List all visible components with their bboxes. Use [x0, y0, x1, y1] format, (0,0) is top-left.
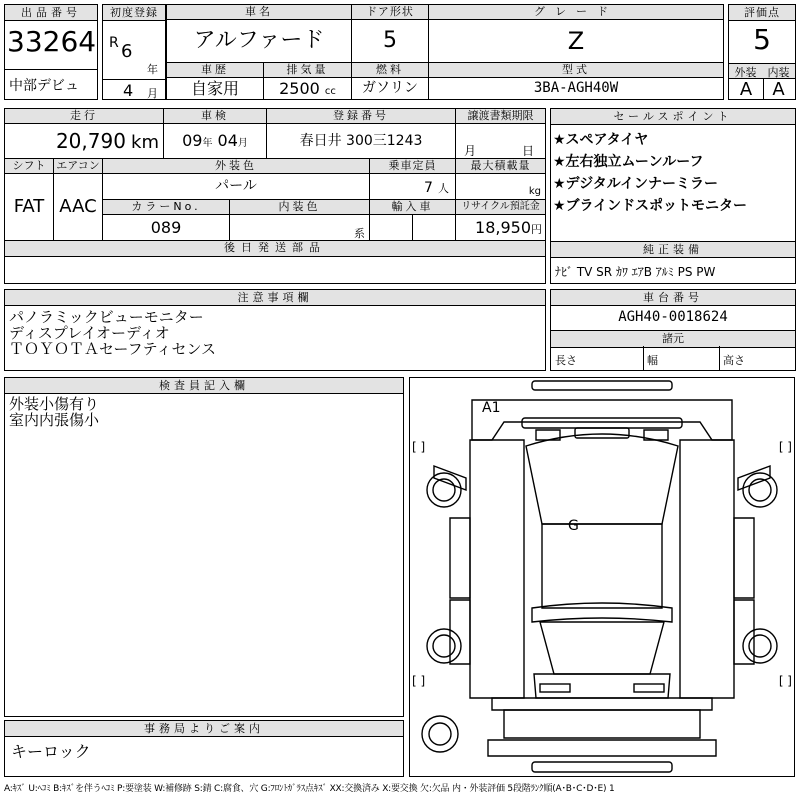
- spec-length: 長さ: [555, 354, 577, 367]
- recycle-cell: [455, 214, 546, 241]
- mark-g: G: [568, 518, 579, 534]
- chassis-label: 車台番号: [551, 290, 795, 306]
- int-color-cell: [229, 214, 370, 241]
- inspector-line: 外装小傷有り: [9, 395, 100, 413]
- model: 3BA-AGH40W: [428, 77, 724, 100]
- load-unit: kg: [528, 186, 541, 197]
- inspector-lines: [9, 396, 99, 428]
- notes-label: 注意事項欄: [5, 290, 545, 306]
- shift: FAT: [4, 173, 54, 241]
- mark-a1: A1: [482, 400, 501, 416]
- bracket-rl: [ ]: [412, 674, 426, 688]
- equipment-value: ﾅﾋﾞ TV SR ｶﾜ ｴｱB ｱﾙﾐ PS PW: [555, 265, 716, 279]
- import-cell: [369, 214, 456, 241]
- displacement-unit: cc: [324, 86, 336, 97]
- inspect-year: 09: [182, 131, 203, 150]
- load-cell: [455, 173, 546, 200]
- notes-lines: [9, 309, 216, 357]
- fuel-label: 燃料: [351, 62, 429, 78]
- office-label: 事務局よりご案内: [5, 721, 403, 737]
- ext-label: 外装: [729, 63, 763, 79]
- lot-number: 33264: [7, 25, 97, 58]
- plate-label: 登録番号: [266, 108, 456, 124]
- color-no-label: カラーNo.: [102, 199, 230, 215]
- model-label: 型式: [428, 62, 724, 78]
- notes-box: [4, 289, 546, 371]
- car-name: アルファード: [166, 19, 352, 63]
- inspect-cell: [163, 123, 267, 159]
- mileage-unit: km: [131, 132, 159, 153]
- equipment-box: [550, 241, 796, 284]
- inspector-line: 室内内張傷小: [9, 411, 100, 429]
- recycle: 18,950: [475, 218, 531, 237]
- capacity-label: 乗車定員: [369, 158, 456, 174]
- int-label: 内装: [762, 63, 795, 79]
- car-diagram-svg: [410, 378, 794, 776]
- year-num: 6: [121, 41, 133, 62]
- mileage-cell: [4, 123, 164, 159]
- rear-parts-value: [4, 256, 546, 284]
- sales-point: ★ブラインドスポットモニター: [553, 198, 747, 214]
- color-label: 外装色: [102, 158, 370, 174]
- spec-height: 高さ: [723, 354, 745, 367]
- import-label: 輸入車: [369, 199, 456, 215]
- int-color-label: 内装色: [229, 199, 370, 215]
- displacement-label: 排気量: [263, 62, 352, 78]
- door: 5: [351, 19, 429, 63]
- rear-parts-label: 後日発送部品: [4, 240, 546, 257]
- chassis-box: [550, 289, 796, 371]
- ext: A: [729, 79, 764, 99]
- sales-point: ★デジタルインナーミラー: [553, 176, 719, 192]
- inspect-year-unit: 年: [202, 138, 213, 149]
- sales-box: [550, 108, 796, 242]
- inspector-box: [4, 377, 404, 717]
- transfer-label: 譲渡書類期限: [455, 108, 546, 124]
- plate: 春日井 300三1243: [266, 123, 456, 159]
- color: パール: [102, 173, 370, 200]
- grade-label: グレード: [428, 4, 724, 20]
- sales-point: ★スペアタイヤ: [553, 132, 649, 148]
- first-reg-box: [102, 4, 166, 100]
- shift-label: シフト: [4, 158, 54, 174]
- mileage-label: 走行: [4, 108, 164, 124]
- recycle-label: リサイクル預託金: [455, 199, 546, 215]
- inspect-month-unit: 月: [237, 138, 248, 149]
- recycle-unit: 円: [531, 223, 542, 236]
- capacity-cell: [369, 173, 456, 200]
- chassis-value: AGH40-0018624: [618, 309, 728, 325]
- bracket-fl: [ ]: [412, 440, 426, 454]
- sales-label: セールスポイント: [551, 109, 795, 125]
- lot-box: [4, 4, 98, 100]
- legend: A:ｷｽﾞ U:ﾍｺﾐ B:ｷｽﾞを伴うﾍｺﾐ P:要塗装 W:補修跡 S:錆 C:腐食、穴 G:ﾌﾛﾝﾄｶﾞﾗｽ点ｷｽﾞ XX:交換済み X:要交換 欠:欠品 内・外装評価 5段階ﾗﾝｸ順(A･B･C･D･E) 1: [4, 784, 615, 794]
- note-line: パノラミックビューモニター: [9, 308, 204, 326]
- note-line: ディスプレイオーディオ: [9, 324, 170, 342]
- note-line: ＴＯＹＯＴＡセーフティセンス: [9, 340, 217, 358]
- first-reg-label: 初度登録: [103, 5, 165, 21]
- displacement-cell: [263, 77, 352, 100]
- grade: Z: [428, 19, 724, 63]
- office-value: キーロック: [11, 742, 91, 761]
- month-num: 4: [123, 81, 134, 100]
- transfer-day: 日: [522, 144, 535, 158]
- history: 自家用: [166, 77, 264, 100]
- dealer: 中部デビュ: [9, 78, 79, 94]
- mileage: 20,790: [55, 129, 126, 153]
- era: R: [109, 35, 119, 51]
- inspect-label: 車検: [163, 108, 267, 124]
- inspector-label: 検査員記入欄: [5, 378, 403, 394]
- color-no: 089: [102, 214, 230, 241]
- displacement: 2500: [279, 79, 320, 98]
- door-label: ドア形状: [351, 4, 429, 20]
- equipment-label: 純正装備: [551, 242, 795, 258]
- capacity: 7: [423, 180, 433, 196]
- transfer-cell: [455, 123, 546, 159]
- year-unit: 年: [147, 63, 158, 76]
- damage-diagram: [409, 377, 795, 777]
- lot-label: 出品番号: [5, 5, 97, 21]
- bracket-fr: [ ]: [778, 440, 792, 454]
- month-unit: 月: [147, 87, 158, 100]
- score-label: 評価点: [729, 5, 795, 21]
- sales-point: ★左右独立ムーンルーフ: [553, 154, 704, 170]
- spec-label: 諸元: [551, 330, 795, 348]
- capacity-unit: 人: [438, 182, 449, 195]
- office-box: [4, 720, 404, 777]
- history-label: 車歴: [166, 62, 264, 78]
- bracket-rr: [ ]: [778, 674, 792, 688]
- ac-label: エアコン: [53, 158, 103, 174]
- transfer-month: 月: [464, 144, 477, 158]
- load-label: 最大積載量: [455, 158, 546, 174]
- sales-list: [553, 129, 747, 217]
- spec-width: 幅: [647, 354, 658, 367]
- inspect-month: 04: [217, 131, 238, 150]
- score: 5: [753, 23, 771, 56]
- int: A: [772, 79, 785, 100]
- fuel: ガソリン: [351, 77, 429, 100]
- score-box: [728, 4, 796, 100]
- car-name-label: 車名: [166, 4, 352, 20]
- ac: AAC: [53, 173, 103, 241]
- int-color-unit: 系: [354, 227, 365, 240]
